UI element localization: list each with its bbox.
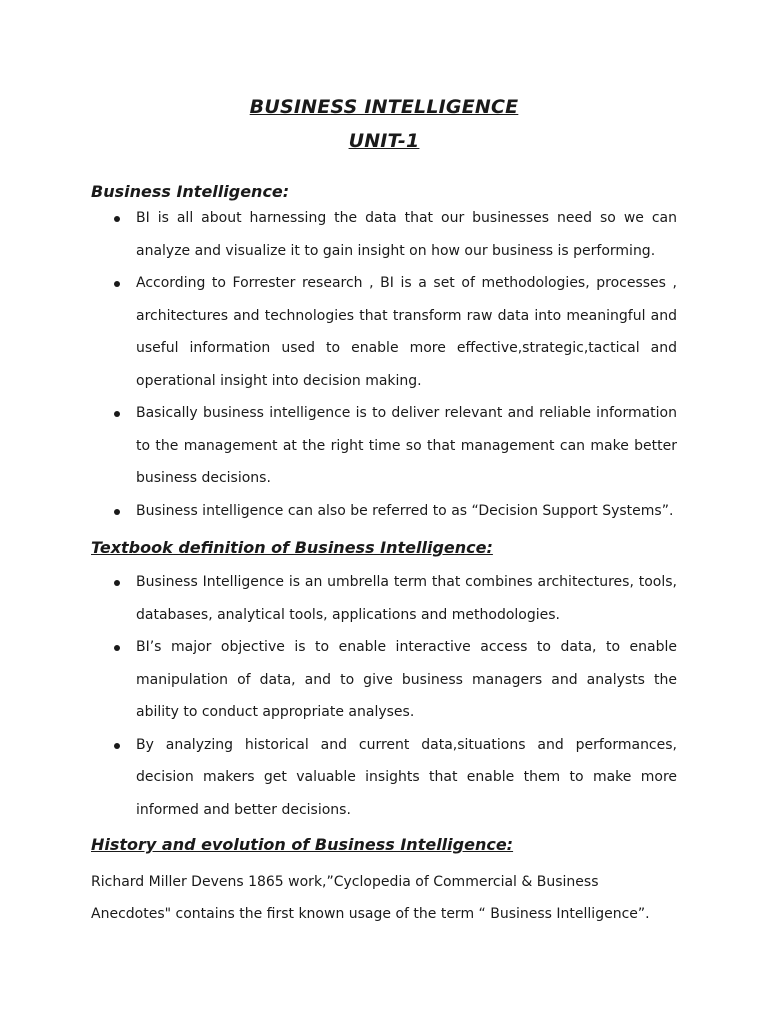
bullet-icon: [114, 580, 120, 586]
list-item-text: By analyzing historical and current data,situations and performances, decision makers get valuable insights that enable them to make more informed and better decisions.: [136, 736, 677, 818]
section-heading-business-intelligence: Business Intelligence:: [91, 182, 290, 201]
list-item: [0, 202, 768, 267]
bullet-icon: [114, 509, 120, 515]
history-paragraph: Richard Miller Devens 1865 work,”Cyclopedia of Commercial & Business Anecdotes" contains the first known usage of the term “ Business Intelligence”.: [91, 874, 650, 922]
bullet-icon: [114, 411, 120, 417]
section-heading-textbook-definition: Textbook definition of Business Intelligence:: [91, 538, 493, 557]
bullet-icon: [114, 645, 120, 651]
list-item: [0, 267, 768, 397]
list-item-text: Business intelligence can also be referred to as “Decision Support Systems”.: [136, 502, 674, 519]
list-item: [0, 729, 768, 827]
section-2-bullet-list: [0, 566, 768, 826]
list-item: [0, 495, 768, 528]
section-heading-history-evolution: History and evolution of Business Intelligence:: [91, 835, 514, 854]
list-item: [0, 566, 768, 631]
bullet-icon: [114, 216, 120, 222]
list-item: [0, 397, 768, 495]
section-1-bullet-list: [0, 202, 768, 527]
list-item-text: Basically business intelligence is to deliver relevant and reliable information to the management at the right time so that management can make better business decisions.: [136, 405, 677, 486]
list-item-text: According to Forrester research , BI is a set of methodologies, processes , architectures and technologies that transform raw data into meaningful and useful information used to enable more effective,strategic,tactical and operational insight into decision making.: [136, 275, 677, 389]
bullet-icon: [114, 743, 120, 749]
list-item-text: Business Intelligence is an umbrella term that combines architectures, tools, databases, analytical tools, applications and methodologies.: [136, 574, 677, 623]
unit-title: UNIT-1: [348, 130, 420, 152]
list-item-text: BI is all about harnessing the data that our businesses need so we can analyze and visualize it to gain insight on how our business is performing.: [136, 210, 677, 259]
document-title: BUSINESS INTELLIGENCE: [249, 96, 519, 118]
list-item-text: BI’s major objective is to enable interactive access to data, to enable manipulation of data, and to give business managers and analysts the ability to conduct appropriate analyses.: [136, 639, 677, 720]
bullet-icon: [114, 281, 120, 287]
list-item: [0, 631, 768, 729]
